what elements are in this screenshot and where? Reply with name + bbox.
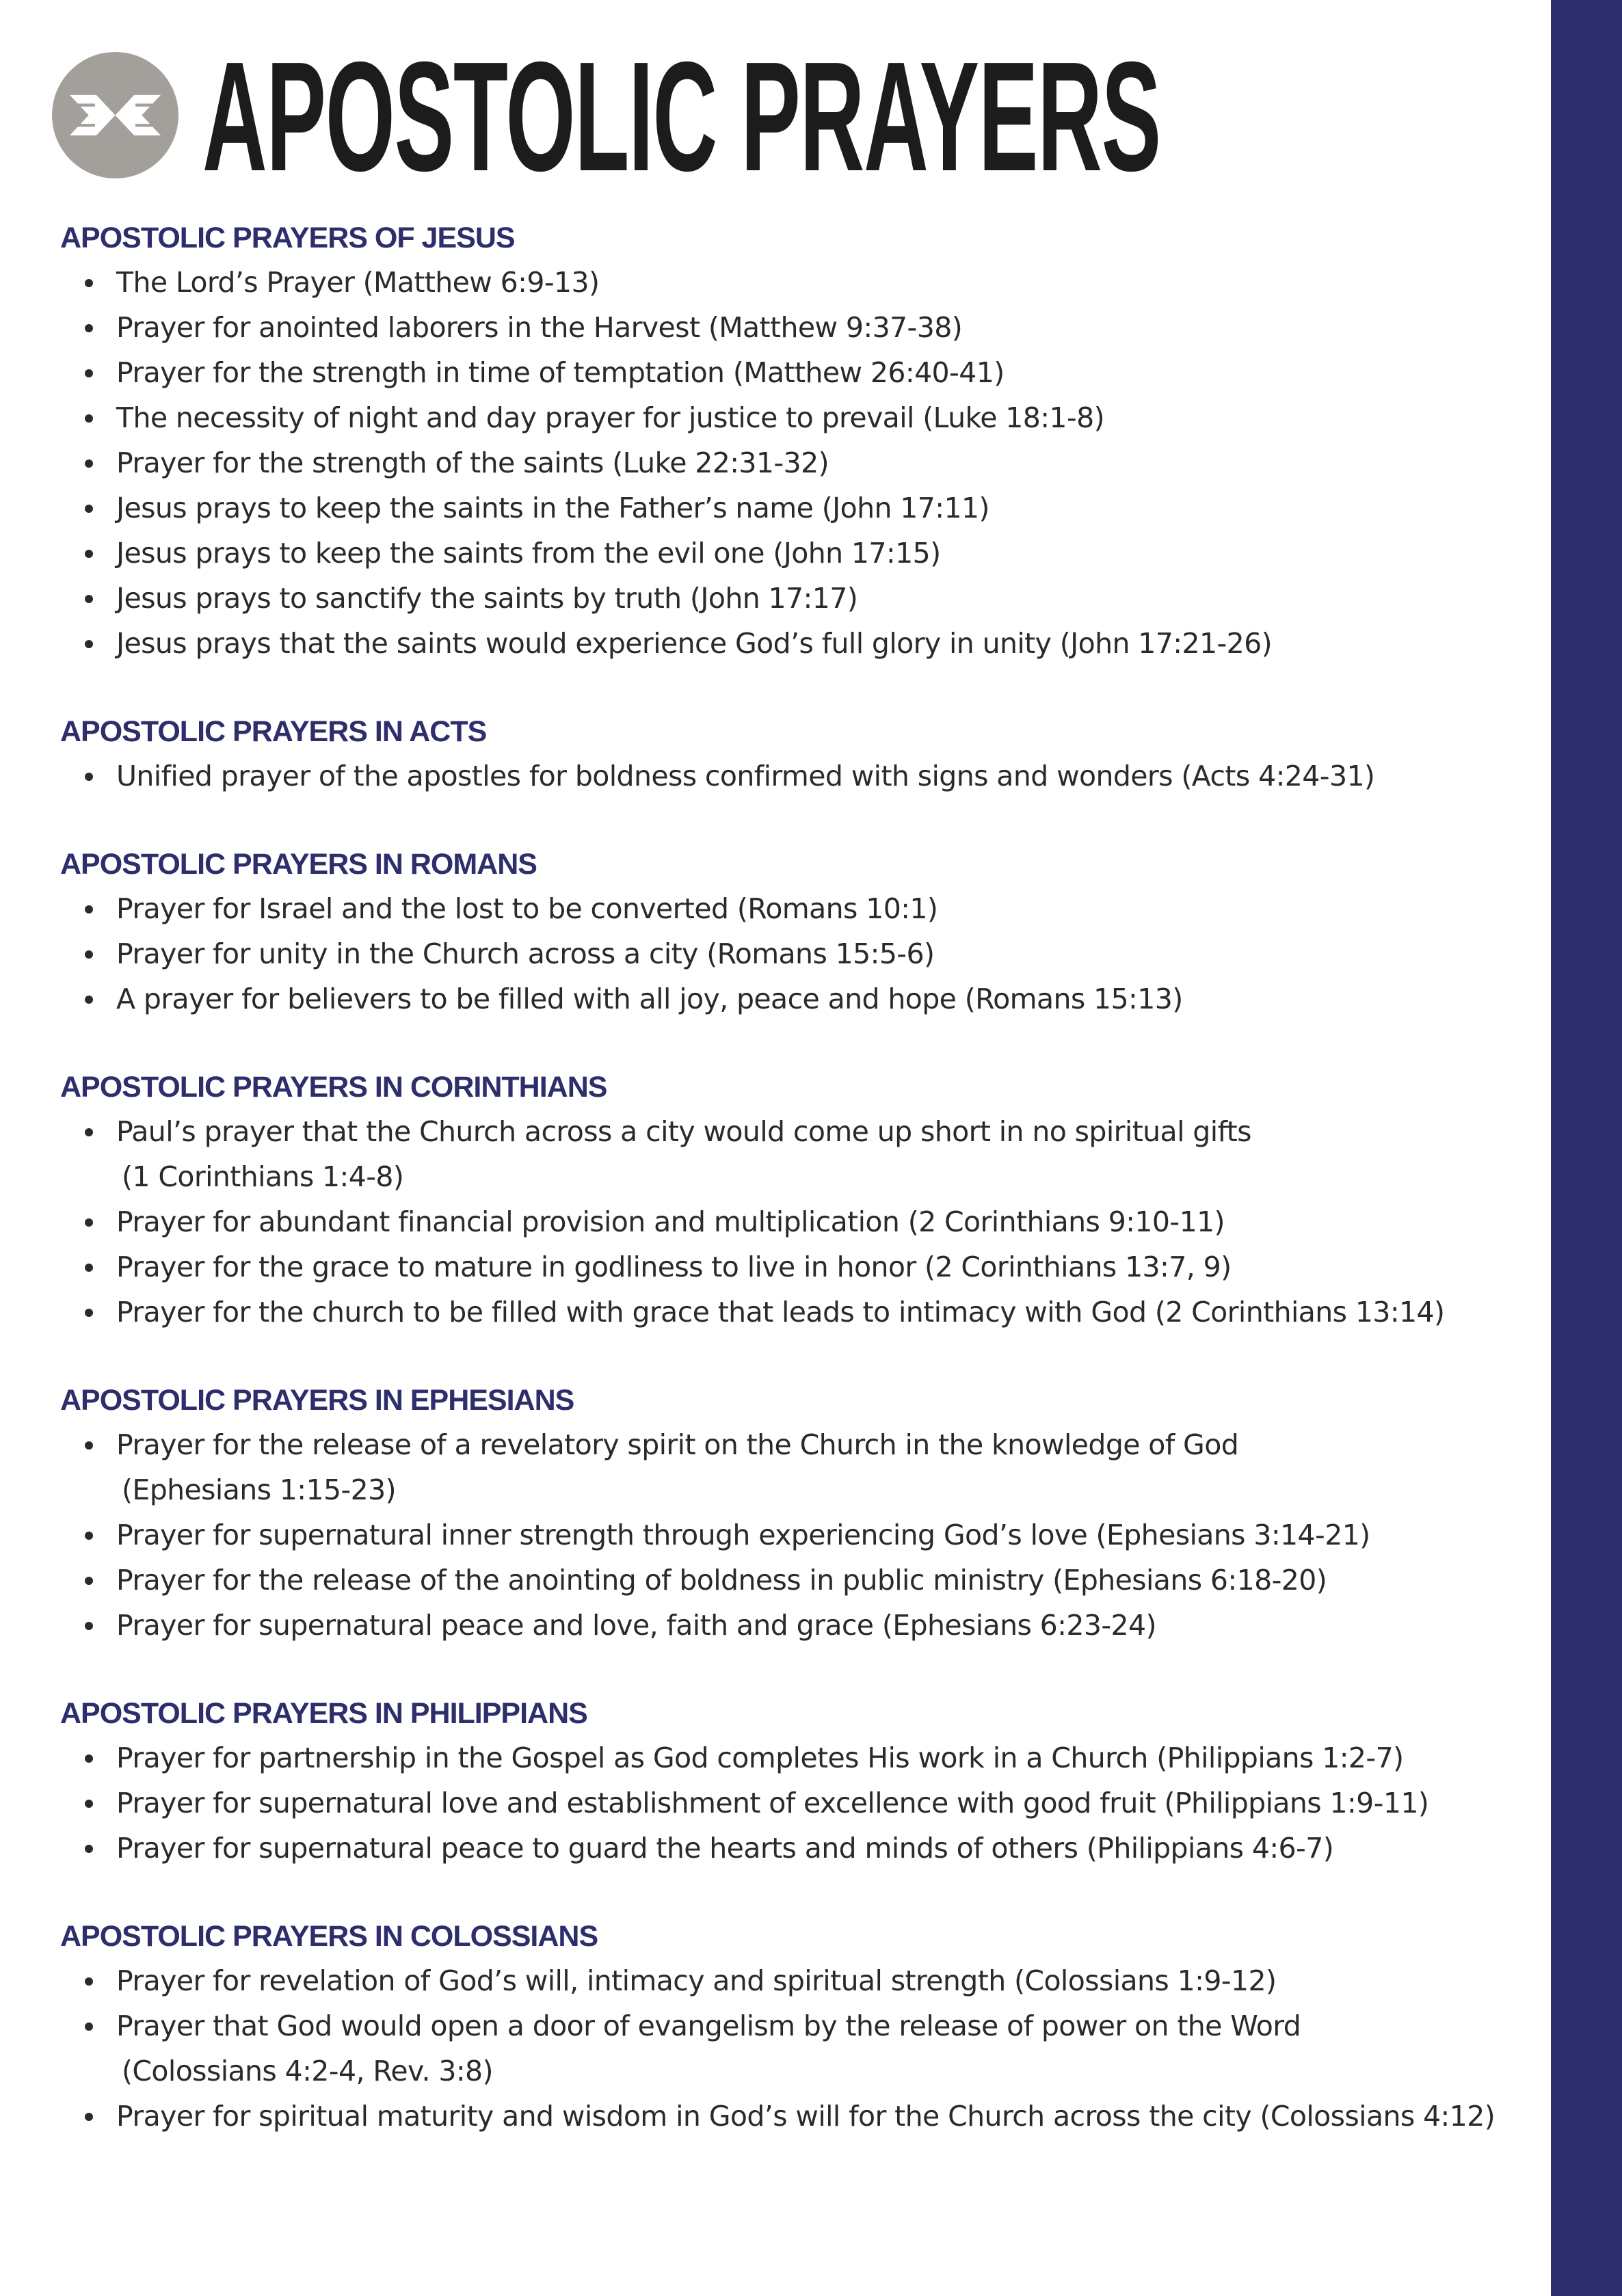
list-item-text: Jesus prays to keep the saints from the evil one (John 17:15) xyxy=(116,537,941,570)
list-item-text: Prayer for supernatural peace and love, faith and grace (Ephesians 6:23-24) xyxy=(116,1609,1156,1642)
list-item-text: Prayer for abundant financial provision and multiplication (2 Corinthians 9:10-11) xyxy=(116,1205,1225,1238)
section-heading: APOSTOLIC PRAYERS IN COLOSSIANS xyxy=(60,1920,598,1953)
list-item xyxy=(60,485,1530,531)
double-chevron-logo-icon xyxy=(52,52,178,178)
list-item xyxy=(60,260,1530,305)
list-item-text: A prayer for believers to be filled with all joy, peace and hope (Romans 15:13) xyxy=(116,983,1183,1015)
list-item-text: (1 Corinthians 1:4-8) xyxy=(122,1160,404,1193)
prayer-section xyxy=(60,1914,1530,2139)
list-item xyxy=(60,1512,1530,1558)
list-item-text: Prayer for the church to be filled with grace that leads to intimacy with God (2 Corinthians 13:14) xyxy=(116,1296,1445,1329)
list-item xyxy=(60,440,1530,485)
page-title: APOSTOLIC PRAYERS xyxy=(202,30,1161,204)
prayer-list xyxy=(60,753,1530,799)
list-item-text: Prayer for anointed laborers in the Harvest (Matthew 9:37-38) xyxy=(116,311,963,344)
list-item xyxy=(60,2003,1530,2094)
list-item xyxy=(60,531,1530,576)
list-item-text: Prayer for Israel and the lost to be converted (Romans 10:1) xyxy=(116,892,938,925)
list-item-text: Unified prayer of the apostles for boldness confirmed with signs and wonders (Acts 4:24-31) xyxy=(116,760,1375,792)
list-item xyxy=(60,2094,1530,2139)
section-heading: APOSTOLIC PRAYERS IN ACTS xyxy=(60,715,487,748)
list-item-text: The necessity of night and day prayer for justice to prevail (Luke 18:1-8) xyxy=(116,401,1104,434)
list-item-text: Paul’s prayer that the Church across a city would come up short in no spiritual gifts xyxy=(116,1115,1251,1148)
list-item xyxy=(60,931,1530,976)
list-item-text: Prayer for spiritual maturity and wisdom in God’s will for the Church across the city (Colossians 4:12) xyxy=(116,2100,1495,2133)
list-item-text: Prayer for partnership in the Gospel as God completes His work in a Church (Philippians 1:2-7) xyxy=(116,1741,1404,1774)
section-heading: APOSTOLIC PRAYERS IN CORINTHIANS xyxy=(60,1071,607,1104)
list-item xyxy=(60,1780,1530,1826)
list-item-text: Prayer for the release of a revelatory spirit on the Church in the knowledge of God xyxy=(116,1428,1239,1461)
list-item xyxy=(60,886,1530,931)
list-item xyxy=(60,1558,1530,1603)
list-item xyxy=(60,1958,1530,2003)
list-item xyxy=(60,1603,1530,1648)
list-item xyxy=(60,1422,1530,1512)
logo xyxy=(52,52,178,178)
prayer-section xyxy=(60,1065,1530,1335)
list-item-text: Jesus prays that the saints would experience God’s full glory in unity (John 17:21-26) xyxy=(116,627,1273,660)
list-item-text: (Colossians 4:2-4, Rev. 3:8) xyxy=(122,2055,493,2087)
list-item-text: (Ephesians 1:15-23) xyxy=(122,1473,397,1506)
list-item-text: Prayer for supernatural love and establishment of excellence with good fruit (Philippians 1:9-11) xyxy=(116,1787,1429,1819)
list-item xyxy=(60,1735,1530,1780)
list-item-text: The Lord’s Prayer (Matthew 6:9-13) xyxy=(116,266,600,299)
list-item xyxy=(60,1199,1530,1244)
list-item-text: Prayer for supernatural peace to guard the hearts and minds of others (Philippians 4:6-7) xyxy=(116,1832,1334,1865)
list-item xyxy=(60,395,1530,440)
prayer-section xyxy=(60,842,1530,1022)
prayer-section xyxy=(60,710,1530,799)
section-heading: APOSTOLIC PRAYERS OF JESUS xyxy=(60,222,515,254)
prayer-section xyxy=(60,216,1530,666)
list-item-text: Jesus prays to sanctify the saints by truth (John 17:17) xyxy=(116,582,858,615)
list-item xyxy=(60,753,1530,799)
list-item xyxy=(60,1244,1530,1290)
list-item-text: Jesus prays to keep the saints in the Father’s name (John 17:11) xyxy=(116,492,989,524)
prayer-section xyxy=(60,1692,1530,1871)
list-item xyxy=(60,976,1530,1022)
list-item xyxy=(60,1109,1530,1199)
prayer-sections xyxy=(60,216,1530,2182)
prayer-list xyxy=(60,1422,1530,1648)
section-heading: APOSTOLIC PRAYERS IN PHILIPPIANS xyxy=(60,1697,587,1730)
list-item-text: Prayer for the grace to mature in godliness to live in honor (2 Corinthians 13:7, 9) xyxy=(116,1251,1232,1283)
side-accent-bar xyxy=(1551,0,1622,2296)
list-item xyxy=(60,1826,1530,1871)
list-item xyxy=(60,576,1530,621)
list-item xyxy=(60,305,1530,350)
prayer-list xyxy=(60,1109,1530,1335)
list-item-text: Prayer for the strength of the saints (Luke 22:31-32) xyxy=(116,446,829,479)
prayer-section xyxy=(60,1378,1530,1648)
list-item-text: Prayer for revelation of God’s will, intimacy and spiritual strength (Colossians 1:9-12) xyxy=(116,1964,1277,1997)
list-item xyxy=(60,350,1530,395)
prayer-list xyxy=(60,1958,1530,2139)
list-item-text: Prayer that God would open a door of evangelism by the release of power on the Word xyxy=(116,2010,1301,2042)
list-item xyxy=(60,621,1530,666)
list-item-text: Prayer for unity in the Church across a city (Romans 15:5-6) xyxy=(116,937,935,970)
list-item-text: Prayer for the release of the anointing of boldness in public ministry (Ephesians 6:18-20) xyxy=(116,1564,1327,1597)
list-item-text: Prayer for supernatural inner strength through experiencing God’s love (Ephesians 3:14-21) xyxy=(116,1519,1370,1551)
list-item-text: Prayer for the strength in time of temptation (Matthew 26:40-41) xyxy=(116,356,1005,389)
prayer-list xyxy=(60,260,1530,666)
prayer-list xyxy=(60,1735,1530,1871)
section-heading: APOSTOLIC PRAYERS IN ROMANS xyxy=(60,848,537,881)
section-heading: APOSTOLIC PRAYERS IN EPHESIANS xyxy=(60,1384,574,1417)
list-item xyxy=(60,1290,1530,1335)
prayer-list xyxy=(60,886,1530,1022)
